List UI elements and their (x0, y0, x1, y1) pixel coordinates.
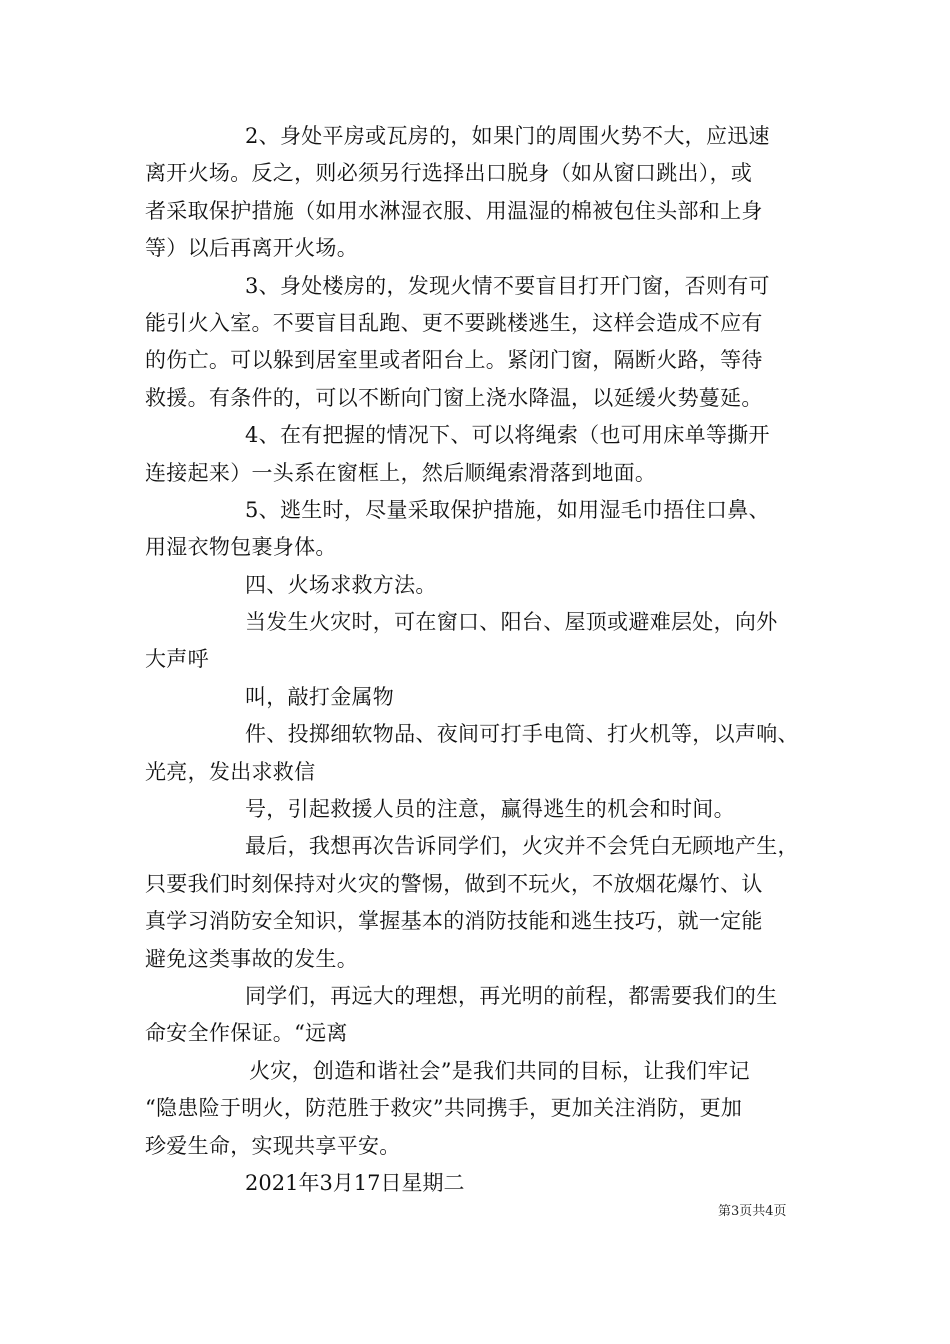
paragraph-line: 光亮，发出求救信 (145, 759, 316, 784)
section-heading: 四、火场求救方法。 (245, 572, 437, 597)
paragraph-line: 救援。有条件的，可以不断向门窗上浇水降温，以延缓火势蔓延。 (145, 385, 763, 410)
paragraph-line: 最后，我想再次告诉同学们，火灾并不会凭白无顾地产生， (245, 834, 799, 859)
paragraph-line: 等）以后再离开火场。 (145, 236, 358, 261)
paragraph-line: 真学习消防安全知识，掌握基本的消防技能和逃生技巧，就一定能 (145, 909, 763, 934)
body-text (145, 118, 815, 1202)
paragraph-line: 离开火场。反之，则必须另行选择出口脱身（如从窗口跳出），或 (145, 161, 753, 186)
paragraph-line: 者采取保护措施（如用水淋湿衣服、用温湿的棉被包住头部和上身 (145, 198, 763, 223)
paragraph-line: 叫，敲打金属物 (245, 684, 395, 709)
paragraph-line: 大声呼 (145, 647, 209, 672)
paragraph-line: 当发生火灾时，可在窗口、阳台、屋顶或避难层处，向外 (245, 610, 778, 635)
paragraph-line: 号，引起救援人员的注意，赢得逃生的机会和时间。 (245, 797, 735, 822)
paragraph-line: 2、身处平房或瓦房的，如果门的周围火势不大，应迅速 (245, 124, 770, 148)
paragraph-line: 珍爱生命，实现共享平安。 (145, 1133, 401, 1158)
paragraph-line: 5、逃生时，尽量采取保护措施，如用湿毛巾捂住口鼻、 (245, 497, 770, 522)
paragraph-line: 件、投掷细软物品、夜间可打手电筒、打火机等，以声响、 (245, 722, 799, 747)
paragraph-line: “隐患险于明火，防范胜于救灾”共同携手，更加关注消防，更加 (145, 1096, 743, 1121)
paragraph-line: 火灾，创造和谐社会”是我们共同的目标，让我们牢记 (249, 1058, 750, 1083)
paragraph-line: 用湿衣物包裹身体。 (145, 535, 337, 560)
document-date: 2021年3月17日星期二 (245, 1170, 465, 1195)
paragraph-line: 3、身处楼房的，发现火情不要盲目打开门窗，否则有可 (245, 273, 770, 298)
paragraph-line: 能引火入室。不要盲目乱跑、更不要跳楼逃生，这样会造成不应有 (145, 310, 763, 335)
paragraph-line: 4、在有把握的情况下、可以将绳索（也可用床单等撕开 (245, 423, 770, 448)
paragraph-line: 避免这类事故的发生。 (145, 946, 358, 971)
paragraph-line: 同学们，再远大的理想，再光明的前程，都需要我们的生 (245, 983, 778, 1008)
paragraph-line: 只要我们时刻保持对火灾的警惕，做到不玩火，不放烟花爆竹、认 (145, 871, 763, 896)
paragraph-line: 连接起来）一头系在窗框上，然后顺绳索滑落到地面。 (145, 460, 657, 485)
page-number-footer: 第3页共4页 (718, 1204, 787, 1219)
paragraph-line: 的伤亡。可以躲到居室里或者阳台上。紧闭门窗，隔断火路，等待 (145, 348, 763, 373)
paragraph-line: 命安全作保证。“远离 (145, 1021, 348, 1046)
